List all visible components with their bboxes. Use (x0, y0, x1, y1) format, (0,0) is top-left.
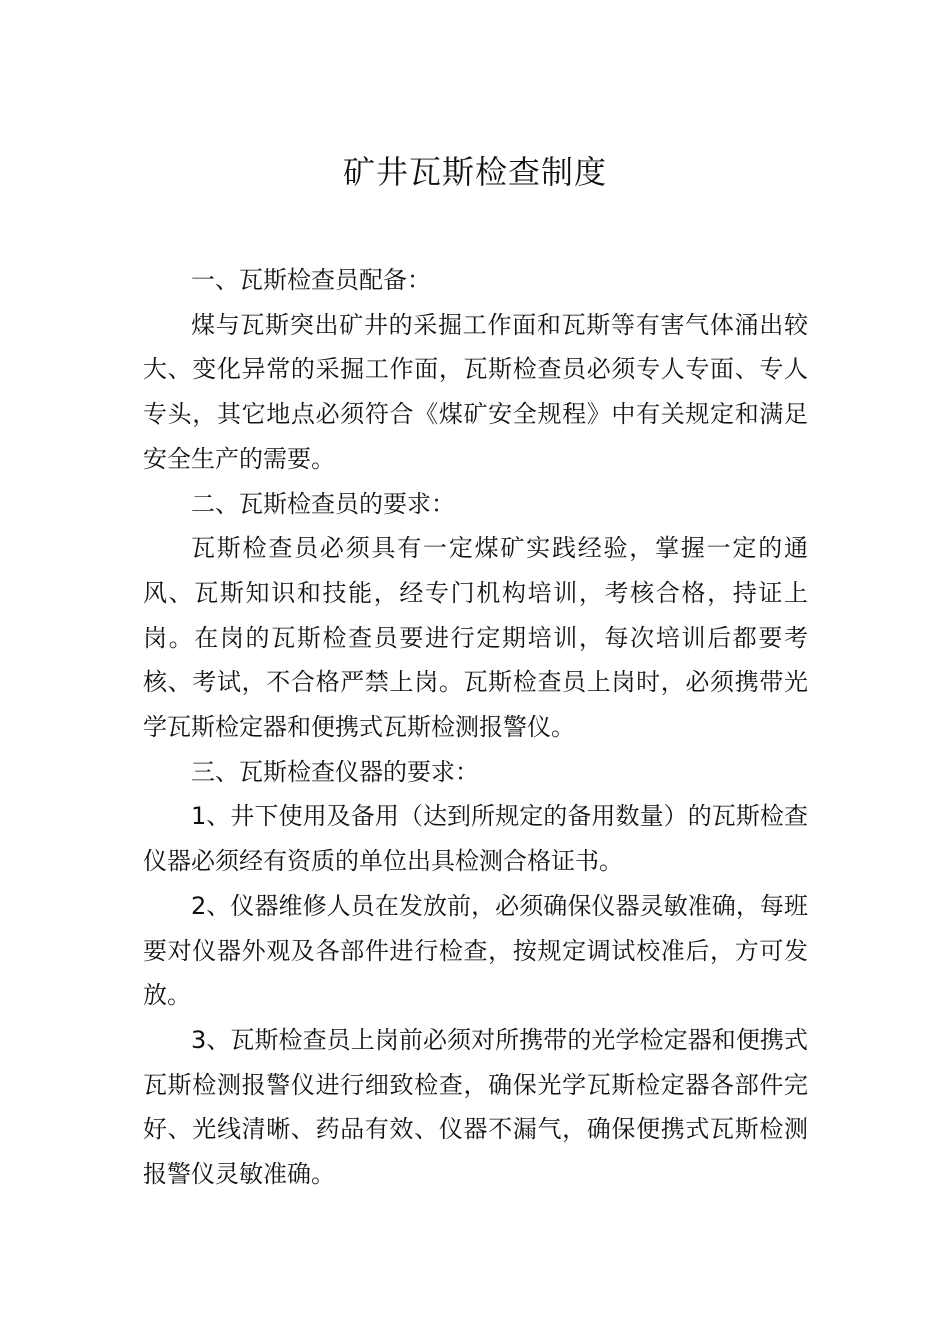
section-heading-instrument-requirements: 三、瓦斯检查仪器的要求： (191, 757, 479, 786)
section-paragraph: 煤与瓦斯突出矿井的采掘工作面和瓦斯等有害气体涌出较大、变化异常的采掘工作面，瓦斯检查员必须专人专面、专人专头，其它地点必须符合《煤矿安全规程》中有关规定和满足安全生产的需要。 (143, 310, 808, 473)
section-heading-staffing: 一、瓦斯检查员配备： (191, 266, 431, 294)
document-title: 矿井瓦斯检查制度 (342, 153, 607, 191)
section-paragraph: 3、瓦斯检查员上岗前必须对所携带的光学检定器和便携式瓦斯检测报警仪进行细致检查，确保光学瓦斯检定器各部件完好、光线清晰、药品有效、仪器不漏气，确保便携式瓦斯检测报警仪灵敏准确。 (143, 1025, 808, 1189)
section-paragraph: 瓦斯检查员必须具有一定煤矿实践经验，掌握一定的通风、瓦斯知识和技能，经专门机构培训，考核合格，持证上岗。在岗的瓦斯检查员要进行定期培训，每次培训后都要考核、考试，不合格严禁上岗。瓦斯检查员上岗时，必须携带光学瓦斯检定器和便携式瓦斯检测报警仪。 (143, 534, 808, 742)
section-heading-inspector-requirements: 二、瓦斯检查员的要求： (191, 489, 455, 518)
document-body (143, 258, 808, 1197)
section-paragraph: 2、仪器维修人员在发放前，必须确保仪器灵敏准确，每班要对仪器外观及各部件进行检查，按规定调试校准后，方可发放。 (143, 891, 808, 1010)
section-paragraph: 1、井下使用及备用（达到所规定的备用数量）的瓦斯检查仪器必须经有资质的单位出具检测合格证书。 (143, 802, 808, 876)
